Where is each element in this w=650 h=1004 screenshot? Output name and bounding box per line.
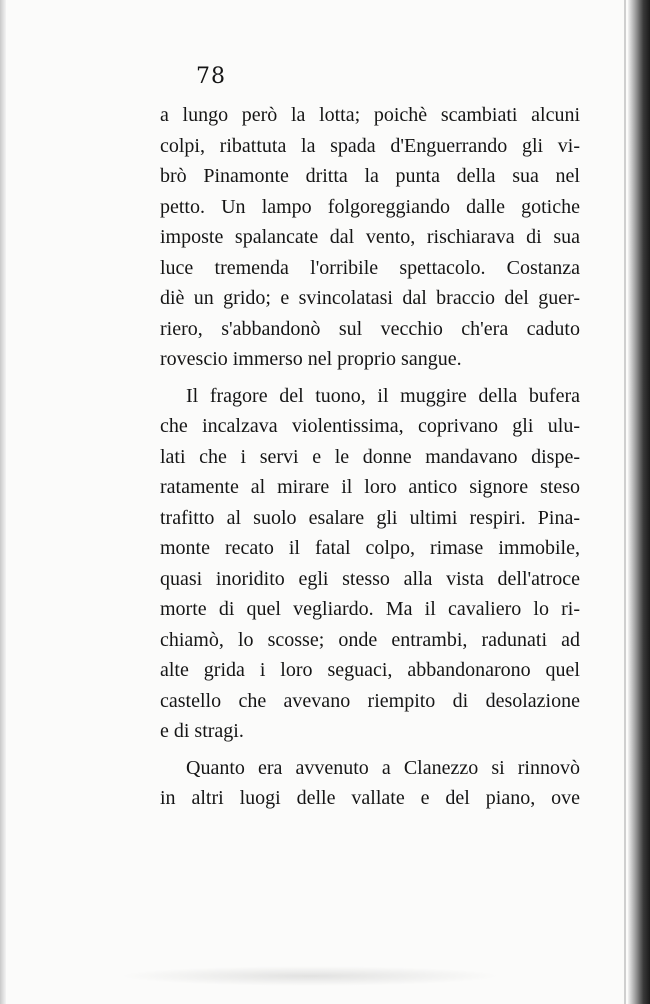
text-line: riero, s'abbandonò sul vecchio ch'era caduto	[160, 317, 580, 340]
text-line: quasi inoridito egli stesso alla vista dell'atroce	[160, 567, 580, 590]
text-line: colpi, ribattuta la spada d'Enguerrando gli vi-	[160, 134, 580, 157]
text-line: e di stragi.	[160, 720, 244, 742]
paragraph	[160, 381, 580, 747]
text-line: rovescio immerso nel proprio sangue.	[160, 348, 462, 370]
text-line: a lungo però la lotta; poichè scambiati alcuni	[160, 104, 580, 126]
text-line: trafitto al suolo esalare gli ultimi respiri. Pina-	[160, 506, 580, 529]
text-line: diè un grido; e svincolatasi dal braccio del guer-	[160, 287, 580, 309]
page-fold-line	[624, 0, 626, 1004]
text-line: Quanto era avvenuto a Clanezzo si rinnovò	[186, 756, 580, 779]
text-line: chiamò, lo scosse; onde entrambi, radunati ad	[160, 628, 580, 651]
text-line: petto. Un lampo folgoreggiando dalle gotiche	[160, 195, 580, 218]
book-spine-shadow	[628, 0, 650, 1004]
text-line: morte di quel vegliardo. Ma il cavaliero lo ri-	[160, 598, 580, 620]
text-line: lati che i servi e le donne mandavano dispe-	[160, 445, 580, 468]
text-line: che incalzava violentissima, coprivano gli ulu-	[160, 415, 580, 437]
text-line: imposte spalancate dal vento, rischiarava di sua	[160, 226, 580, 248]
paragraph	[160, 100, 580, 375]
text-line: Il fragore del tuono, il muggire della bufera	[186, 384, 580, 407]
page-number: 78	[196, 64, 226, 89]
body-text	[160, 100, 580, 814]
page-left-edge	[0, 0, 6, 1004]
text-line: brò Pinamonte dritta la punta della sua nel	[160, 165, 580, 187]
text-line: luce tremenda l'orribile spettacolo. Costanza	[160, 256, 580, 279]
paragraph	[160, 753, 580, 814]
text-line: in altri luogi delle vallate e del piano, ove	[160, 787, 580, 809]
text-line: ratamente al mirare il loro antico signore steso	[160, 476, 580, 498]
text-line: alte grida i loro seguaci, abbandonarono quel	[160, 659, 580, 681]
page-stain	[120, 966, 500, 986]
text-line: monte recato il fatal colpo, rimase immobile,	[160, 537, 580, 559]
text-line: castello che avevano riempito di desolazione	[160, 689, 580, 712]
